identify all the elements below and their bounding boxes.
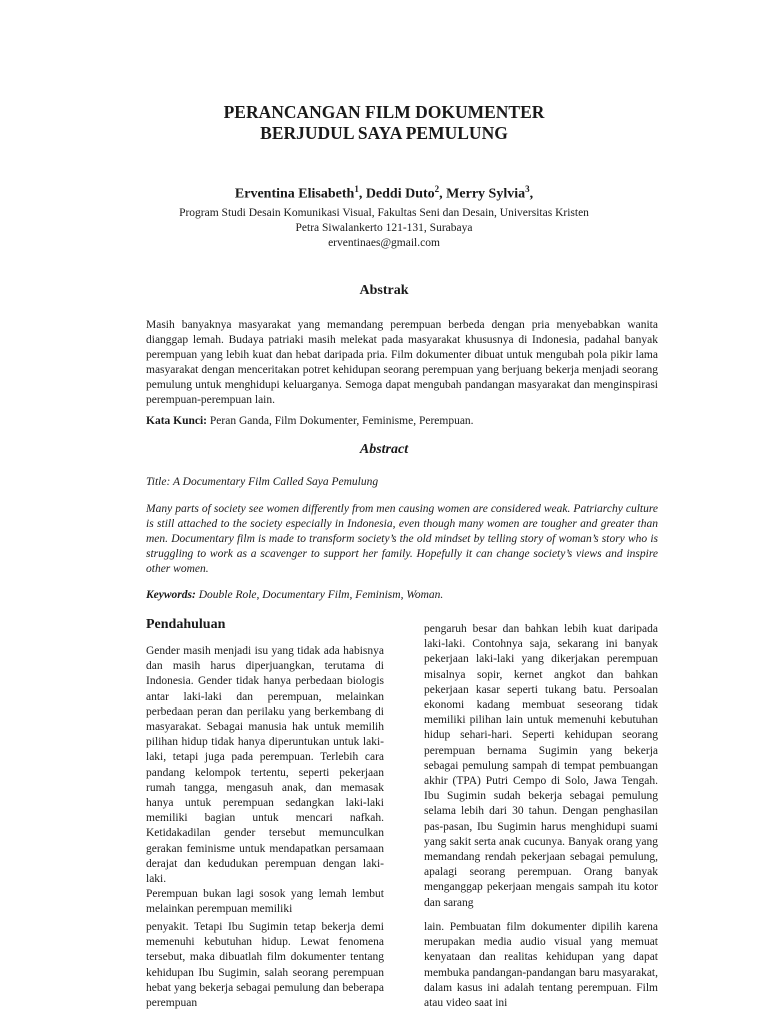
author-1-mark: 1 [354,184,359,194]
author-email: erventinaes@gmail.com [328,237,440,249]
abstract-body: Many parts of society see women differently from men causing women are considered weak. Patriarchy culture is still attached to the society especially in Indonesia, even though many women are tougher and greater than men. Documentary film is made to transform society’s the old mindset by telling story of woman’s story who is struggling to work as a scavenger to support her family. Hopefully it can change society’s views and inspire other women. [146,503,658,575]
pendahuluan-paragraph-1: Gender masih menjadi isu yang tidak ada habisnya dan masih harus diperjuangkan, terutama di Indonesia. Gender tidak hanya perbedaan biologis antar laki-laki dan perempuan, melainkan perbedaan peran dan perilaku yang berkembang di masyarakat. Sebagai manusia hak untuk memilih pilihan hidup tidak hanya diperuntukan untuk laki-laki, tetapi juga pada perempuan. Terlebih cara pandang kelompok tertentu, seperti pekerjaan rumah tangga, mengasuh anak, dan memasak hanya untuk perempuan sedangkan laki-laki memiliki bagian untuk mencari nafkah. Ketidakadilan gender tersebut memunculkan gerakan feminisme untuk mendapatkan persamaan derajat dan kedudukan perempuan dengan laki-laki. [146,645,384,886]
pendahuluan-left-top [146,644,384,918]
kata-kunci-label: Kata Kunci: [146,415,208,427]
author-list: Erventina Elisabeth$^1$, Deddi Duto$^2$, Merry Sylvia$^3$, [234,184,534,202]
keywords-label: Keywords: [146,589,196,601]
title-line-1: PERANCANGAN FILM DOKUMENTER [223,102,545,122]
author-2: Deddi Duto [365,186,435,202]
keywords-text: Double Role, Documentary Film, Feminism, Woman. [198,589,444,601]
pendahuluan-right-bottom: lain. Pembuatan film dokumenter dipilih karena merupakan media audio visual yang memuat kenyataan dan realitas kehidupan yang dapat membuka pandangan-pandangan baru masyarakat, dalam kasus ini adalah tentang perempuan. Film atau video saat ini [424,921,658,1010]
author-1: Erventina Elisabeth [234,186,355,202]
abstract-title-line: Title: A Documentary Film Called Saya Pemulung [146,476,379,488]
abstrak-heading: Abstrak [359,283,409,298]
author-3-mark: 3 [525,184,530,194]
abstrak-body: Masih banyaknya masyarakat yang memandang perempuan berbeda dengan pria menyebabkan wanita dianggap lemah. Budaya patriaki masih melekat pada masyarakat khususnya di Indonesia, padahal banyak perempuan yang lebih kuat dan hebat daripada pria. Film dokumenter dibuat untuk mengubah pola pikir lama masyarakat dengan menceritakan potret kehidupan seorang perempuan yang berjuang bekerja menjadi seorang pemulung untuk menghidupi keluarganya. Semoga dapat mengubah pandangan masyarakat dan menginspirasi perempuan-perempuan lain. [146,319,658,406]
abstract-heading: Abstract [359,442,409,457]
author-3: Merry Sylvia [446,186,526,202]
paper-title [0,102,768,144]
pendahuluan-paragraph-2: Perempuan bukan lagi sosok yang lemah lembut melainkan perempuan memiliki [146,888,384,916]
affiliation-line-1: Program Studi Desain Komunikasi Visual, Fakultas Seni dan Desain, Universitas Kristen [179,207,589,219]
kata-kunci [146,414,658,429]
author-2-mark: 2 [434,184,440,194]
title-line-2: BERJUDUL SAYA PEMULUNG [260,123,508,143]
affiliation-line-2: Petra Siwalankerto 121-131, Surabaya [295,222,473,234]
pendahuluan-heading: Pendahuluan [146,617,226,632]
pendahuluan-left-bottom: penyakit. Tetapi Ibu Sugimin tetap bekerja demi memenuhi kebutuhan hidup. Lewat fenomena tersebut, maka dibuatlah film dokumenter tentang kehidupan Ibu Sugimin, salah seorang perempuan hebat yang bekerja sebagai pemulung dan beberapa perempuan [146,921,384,1010]
affiliation [0,206,768,251]
pendahuluan-right-top: pengaruh besar dan bahkan lebih kuat daripada laki-laki. Contohnya saja, sekarang ini banyak pekerjaan laki-laki yang dikerjakan perempuan misalnya sopir, kernet angkot dan bahkan pekerjaan kasar seperti tukang batu. Persoalan ekonomi kadang membuat seseorang tidak memiliki pilihan lain untuk memenuhi kebutuhan hidup sehari-hari. Seperti kehidupan seorang perempuan bernama Sugimin yang bekerja sebagai pemulung sampah di tempat pembuangan akhir (TPA) Putri Cempo di Solo, Jawa Tengah. Ibu Sugimin sudah bekerja sebagai pemulung selama lebih dari 30 tahun. Dengan penghasilan pas-pasan, Ibu Sugimin harus menghidupi suami yang sakit serta anak cucunya. Banyak orang yang memandang rendah pekerjaan sebagai pemulung, apalagi seorang perempuan. Orang banyak menganggap pekerjaan mengais sampah itu kotor dan sarang [424,623,658,909]
kata-kunci-text: Peran Ganda, Film Dokumenter, Feminisme, Perempuan. [209,415,474,427]
keywords [146,588,658,603]
